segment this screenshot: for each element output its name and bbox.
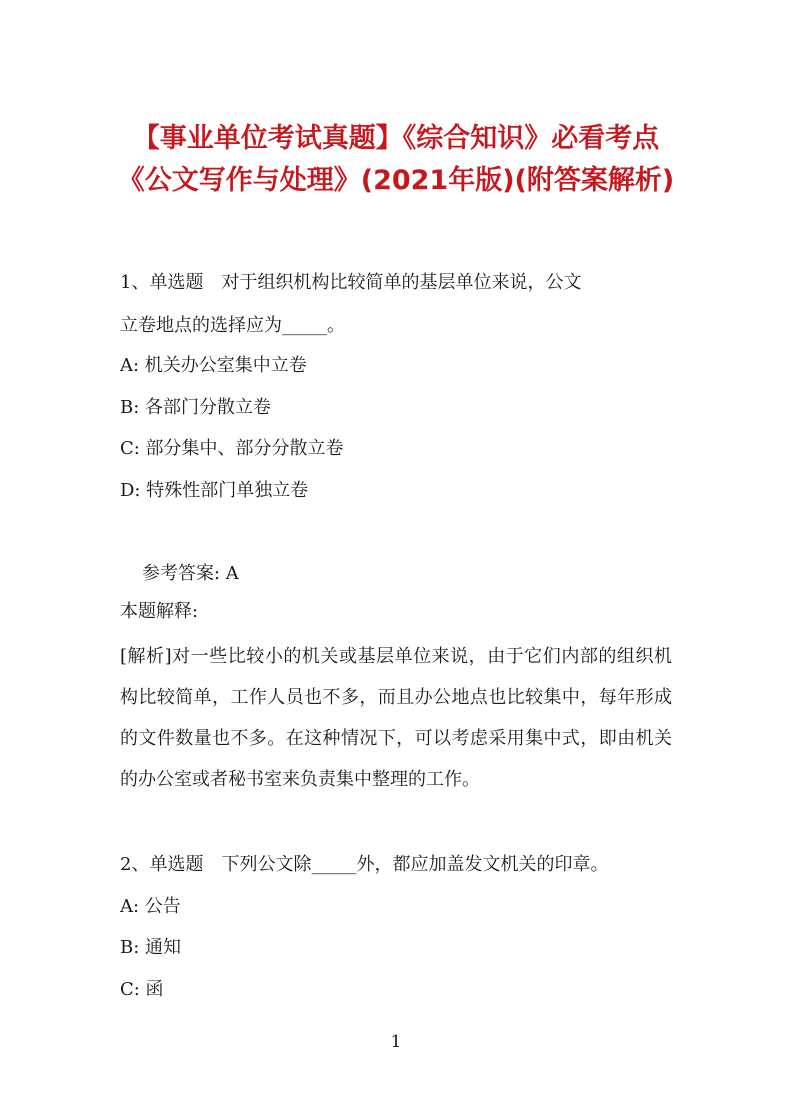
question-2-option-c: C: 函	[120, 979, 164, 1000]
question-1-stem-line-2: 立卷地点的选择应为_____。	[120, 315, 345, 336]
question-1-option-b: B: 各部门分散立卷	[120, 397, 272, 418]
question-2-option-a: A: 公告	[120, 896, 181, 917]
question-2-stem-line-1: 2、单选题 下列公文除_____外，都应加盖发文机关的印章。	[120, 854, 609, 875]
question-2-option-b: B: 通知	[120, 937, 182, 958]
question-1-option-a: A: 机关办公室集中立卷	[120, 355, 307, 376]
question-1-explanation-heading: 本题解释:	[120, 601, 199, 622]
question-1-stem-line-1: 1、单选题 对于组织机构比较简单的基层单位来说，公文	[120, 272, 582, 293]
page-number: 1	[390, 1032, 402, 1052]
question-1-explanation: [解析]对一些比较小的机关或基层单位来说，由于它们内部的组织机构比较简单，工作人员也不多，而且办公地点也比较集中，每年形成的文件数量也不多。在这种情况下，可以考虑采用集中式，即由机关的办公室或者秘书室来负责集中整理的工作。	[120, 646, 672, 790]
question-1-option-d: D: 特殊性部门单独立卷	[120, 480, 309, 501]
question-1-answer: 参考答案: A	[142, 563, 239, 584]
question-1-option-c: C: 部分集中、部分分散立卷	[120, 438, 344, 459]
document-title: 【事业单位考试真题】《综合知识》必看考点《公文写作与处理》(2021年版)(附答案解析)	[117, 123, 675, 196]
